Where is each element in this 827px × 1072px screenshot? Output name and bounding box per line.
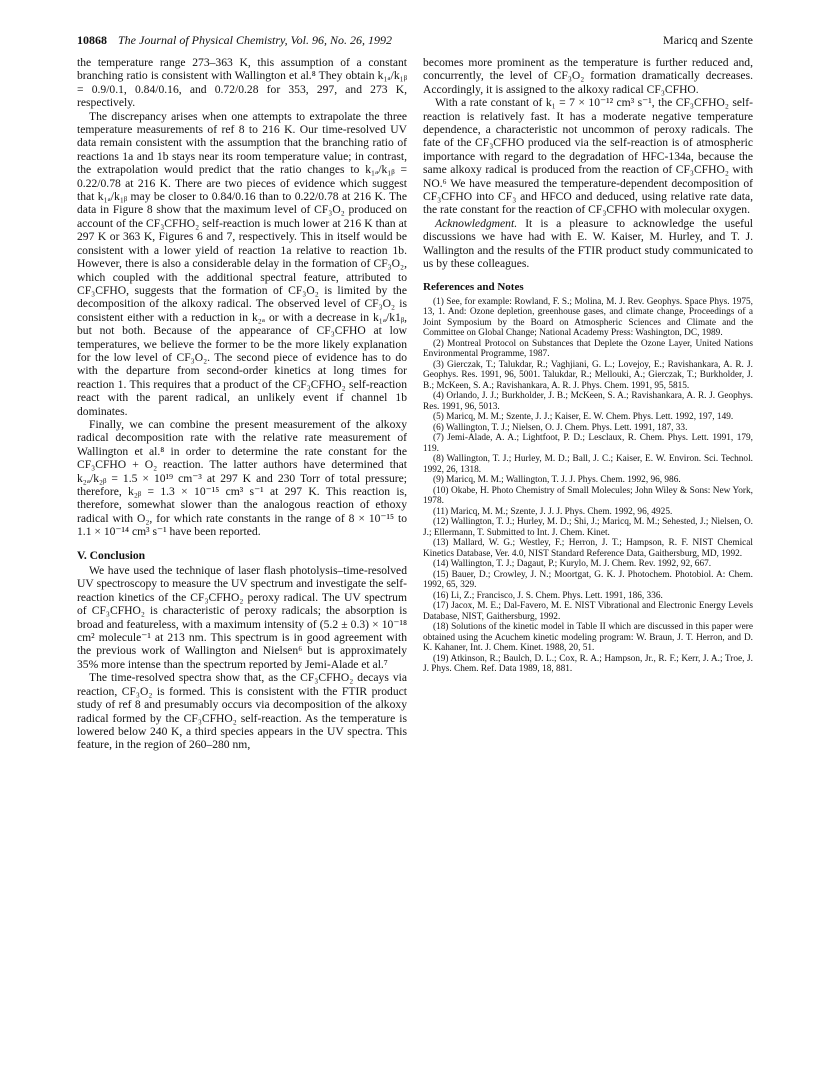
reference-item: (16) Li, Z.; Francisco, J. S. Chem. Phys. Lett. 1991, 186, 336. <box>433 590 663 601</box>
reference-item: (2) Montreal Protocol on Substances that Deplete the Ozone Layer, United Nations Environmental Programme, 1987. <box>423 338 753 360</box>
acknowledgment-lead: Acknowledgment. <box>435 216 518 230</box>
reference-item: (11) Maricq, M. M.; Szente, J. J. J. Phys. Chem. 1992, 96, 4925. <box>433 506 673 517</box>
header-left <box>77 33 392 48</box>
acknowledgment <box>423 217 753 271</box>
paragraph: The discrepancy arises when one attempts to extrapolate the three temperature measurements of ref 8 to 216 K. Our time-resolved UV data remain consistent with the assumption that the branching ratio of reactions 1a and 1b stays near its room temperature value; in contrast, the extrapolation would predict that the ratio changes to k₁ₐ/k₁ᵦ = 0.22/0.78 at 216 K. There are two pieces of evidence which suggest that k₁ₐ/k₁ᵦ may be closer to 0.84/0.16 than to 0.22/0.78 at 216 K. The data in Figure 8 show that the maximum level of CF₃O₂ produced on account of the CF₃CFHO₂ self-reaction is much lower at 216 K than at 297 K or 363 K, Figures 6 and 7, respectively. This in itself would be consistent with a lower yield of reaction 1a relative to reaction 1b. However, there is also a considerable delay in the formation of CF₃O₂, which coupled with the additional spectral feature, attributed to CF₃CFHO, suggests that the formation of CF₃O₂ is limited by the decomposition of the alkoxy radical. The observed level of CF₃O₂ is consistent either with a reduction in k₂ₐ or with a decrease in k₁ₐ/k1ᵦ, but not both. Because of the appearance of CF₃CFHO at low temperatures, we believe the former to be the more likely explanation for the low level of CF₃O₂. The second piece of evidence has to do with the departure from second-order kinetics at long times for reaction 1. This requires that a product of the CF₃CFHO₂ self-reaction react with the parent radical, an unlikely event if channel 1b dominates. <box>77 109 407 418</box>
reference-item: (12) Wallington, T. J.; Hurley, M. D.; Shi, J.; Maricq, M. M.; Sehested, J.; Nielsen, O. J.; Ellermann, T. Submitted to Int. J. Chem. Kinet. <box>423 517 753 538</box>
reference-item: (19) Atkinson, R.; Baulch, D. L.; Cox, R. A.; Hampson, Jr., R. F.; Kerr, J. A.; Troe, J. J. Phys. Chem. Ref. Data 1989, 18, 881. <box>423 653 753 675</box>
reference-item: (17) Jacox, M. E.; Dal-Favero, M. E. NIST Vibrational and Electronic Energy Levels Database, NIST, Gaithersburg, 1992. <box>423 601 753 622</box>
reference-item: (9) Maricq, M. M.; Wallington, T. J. J. Phys. Chem. 1992, 96, 986. <box>433 475 681 486</box>
reference-item: (8) Wallington, T. J.; Hurley, M. D.; Ball, J. C.; Kaiser, E. W. Environ. Sci. Technol. 1992, 26, 1318. <box>423 454 753 475</box>
references-list <box>423 297 753 675</box>
paragraph: The time-resolved spectra show that, as the CF₃CFHO₂ decays via reaction, CF₃O₂ is formed. This is consistent with the FTIR product study of ref 8 and presumably occurs via decomposition of the alkoxy radical formed by the CF₃CFHO₂ self-reaction. As the temperature is lowered below 240 K, a third species appears in the UV spectra. This feature, in the region of 260–280 nm, <box>77 671 407 752</box>
section-heading: V. Conclusion <box>77 548 146 562</box>
running-authors: Maricq and Szente <box>663 33 753 47</box>
right-column <box>423 56 753 675</box>
paragraph: We have used the technique of laser flash photolysis–time-resolved UV spectroscopy to measure the UV spectrum and investigate the self-reaction kinetics of the CF₃CFHO₂ peroxy radical. The UV spectrum of CF₃CFHO₂ is characteristic of peroxy radicals; the absorption is broad and featureless, with a maximum intensity of (5.2 ± 0.3) × 10⁻¹⁸ cm² molecule⁻¹ at 213 nm. This spectrum is in good agreement with the previous work of Wallington and Nielsen⁶ but is approximately 35% more intense than the spectrum reported by Jemi-Alade et al.⁷ <box>77 564 407 671</box>
reference-item: (7) Jemi-Alade, A. A.; Lightfoot, P. D.; Lesclaux, R. Chem. Phys. Lett. 1991, 179, 119. <box>423 433 753 454</box>
reference-item: (13) Mallard, W. G.; Westley, F.; Herron, J. T.; Hampson, R. F. NIST Chemical Kinetics Database, Ver. 4.0, NIST Standard Reference Data, Gaithersburg, MD, 1992. <box>423 538 753 559</box>
paragraph: Finally, we can combine the present measurement of the alkoxy radical decomposition rate with the relative rate measurement of Wallington et al.⁸ in order to determine the rate constant for the CF₃CFHO + O₂ reaction. The latter authors have determined that k₂ₐ/k₂ᵦ = 1.5 × 10¹⁹ cm⁻³ at 297 K and 230 Torr of total pressure; therefore, k₂ᵦ = 1.3 × 10⁻¹⁵ cm³ s⁻¹ at 297 K. This reaction is, therefore, somewhat slower than the analogous reaction of ethoxy radical with O₂, for which rate constants in the range of 8 × 10⁻¹⁵ to 1.1 × 10⁻¹⁴ cm³ s⁻¹ have been reported. <box>77 417 407 539</box>
reference-item: (6) Wallington, T. J.; Nielsen, O. J. Chem. Phys. Lett. 1991, 187, 33. <box>433 422 688 433</box>
paragraph: the temperature range 273–363 K, this assumption of a constant branching ratio is consistent with Wallington et al.⁸ They obtain k₁ₐ/k₁ᵦ = 0.9/0.1, 0.84/0.16, and 0.72/0.28 for 353, 297, and 273 K, respectively. <box>77 56 407 110</box>
journal-citation: The Journal of Physical Chemistry, Vol. 96, No. 26, 1992 <box>118 33 392 47</box>
page-number: 10868 <box>77 33 107 47</box>
reference-item: (3) Gierczak, T.; Talukdar, R.; Vaghjiani, G. L.; Lovejoy, E.; Ravishankara, A. R. J. Geophys. Res. 1991, 96, 5001. Talukdar, R.; Mellouki, A.; Gierczak, T.; Burkholder, J. B.; McKeen, S. A.; Ravishankara, A. R. J. Phys. Chem. 1991, 95, 5815. <box>423 359 753 391</box>
reference-item: (10) Okabe, H. Photo Chemistry of Small Molecules; John Wiley & Sons: New York, 1978. <box>423 485 753 507</box>
reference-item: (15) Bauer, D.; Crowley, J. N.; Moortgat, G. K. J. Photochem. Photobiol. A: Chem. 1992, 65, 329. <box>423 569 753 591</box>
paragraph: becomes more prominent as the temperature is further reduced and, concurrently, the level of CF₃O₂ formation dramatically decreases. Accordingly, it is assigned to the alkoxy radical CF₃CFHO. <box>423 56 753 96</box>
reference-item: (18) Solutions of the kinetic model in Table II which are discussed in this paper were obtained using the Acuchem kinetic modeling program: W. Braun, J. T. Herron, and D. K. Kahaner, Int. J. Chem. Kinet. 1988, 20, 51. <box>423 622 753 654</box>
left-column <box>77 56 407 752</box>
reference-item: (4) Orlando, J. J.; Burkholder, J. B.; McKeen, S. A.; Ravishankara, A. R. J. Geophys. Res. 1991, 96, 5013. <box>423 391 753 412</box>
reference-item: (1) See, for example: Rowland, F. S.; Molina, M. J. Rev. Geophys. Space Phys. 1975, 13, 1. And: Ozone depletion, greenhouse gases, and climate change, Proceedings of a Joint Symposium by the Board on Atmospheric Sciences and Climate and the Committee on Global Change; National Academy Press: Washington, DC, 1989. <box>423 296 753 339</box>
paragraph: With a rate constant of k₁ = 7 × 10⁻¹² cm³ s⁻¹, the CF₃CFHO₂ self-reaction is relatively fast. It has a moderate negative temperature dependence, a characteristic not uncommon of peroxy radicals. The fate of the CF₃CFHO produced via the self-reaction is of atmospheric importance with regard to the degradation of HFC-134a, because the same alkoxy radical is produced from the reaction of CF₃CFHO₂ with NO.⁶ We have measured the temperature-dependent decomposition of CF₃CFHO into CF₃ and HFCO and deduced, using relative rate data, the rate constant for the reaction of CF₃CFHO with molecular oxygen. <box>423 96 753 217</box>
acknowledgment-text: It is a pleasure to acknowledge the useful discussions we have had with E. W. Kaiser, M. Hurley, and T. J. Wallington and the results of the FTIR product study communicated to us by these colleagues. <box>423 216 753 271</box>
reference-item: (14) Wallington, T. J.; Dagaut, P.; Kurylo, M. J. Chem. Rev. 1992, 92, 667. <box>433 559 712 570</box>
references-heading: References and Notes <box>423 280 524 293</box>
page-header <box>77 33 753 51</box>
reference-item: (5) Maricq, M. M.; Szente, J. J.; Kaiser, E. W. Chem. Phys. Lett. 1992, 197, 149. <box>433 412 734 423</box>
